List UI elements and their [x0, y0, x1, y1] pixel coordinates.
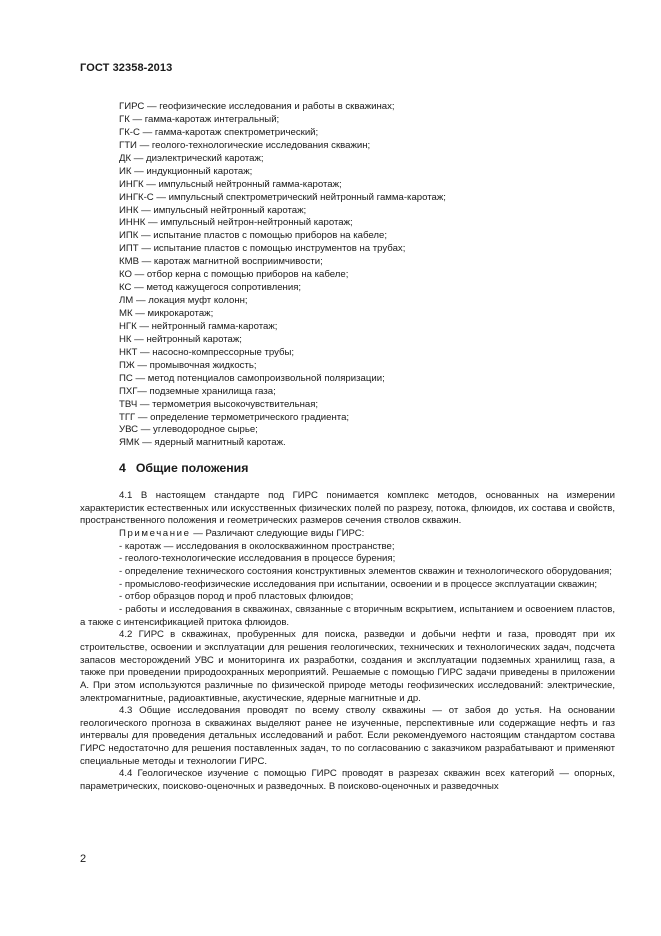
abbreviation-item: МК — микрокаротаж; [119, 308, 214, 319]
abbreviation-item: КС — метод кажущегося сопротивления; [119, 282, 302, 294]
abbreviation-item: ПЖ — промывочная жидкость; [119, 359, 257, 371]
note-item: - каротаж — исследования в околоскважинном пространстве; [119, 540, 395, 552]
abbreviation-item: ГТИ — геолого-технологические исследования скважин; [119, 139, 371, 151]
abbreviation-item: НКТ — насосно-компрессорные трубы; [119, 346, 295, 358]
abbreviation-item: ГК — гамма-каротаж интегральный; [119, 113, 280, 125]
abbreviation-item: НК — нейтронный каротаж; [119, 333, 242, 345]
page-number: 2 [80, 853, 87, 865]
document-header: ГОСТ 32358-2013 [80, 62, 173, 74]
paragraph-4-2: 4.2 ГИРС в скважинах, пробуренных для поиска, разведки и добычи нефти и газа, проводят при их строительстве, освоении и эксплуатации для решения геологических, технических и технологических задач, подсчета запасов месторождений УВС и мониторинга их разработки, создания и эксплуатации подземных хранилищ газа, а также при проведении природоохранных мероприятий. Решаемые с помощью ГИРС задачи приведены в приложении А. При этом используются различные по физической природе методы геофизических исследований: электрические, электромагнитные, радиоактивные, акустические, ядерные магнитные и др. [80, 629, 615, 704]
note-text: — Различают следующие виды ГИРС: [193, 527, 365, 539]
abbreviation-item: ПХГ— подземные хранилища газа; [119, 385, 276, 397]
note-item: - отбор образцов пород и проб пластовых флюидов; [119, 591, 354, 603]
abbreviation-item: ИНГК — импульсный нейтронный гамма-каротаж; [119, 178, 342, 190]
section-number: 4 [119, 461, 126, 475]
abbreviation-item: ГК-С — гамма-каротаж спектрометрический; [119, 126, 319, 138]
note-item: - работы и исследования в скважинах, связанные с вторичным вскрытием, испытанием и освоением пластов, а также с интенсификацией притока флюидов. [80, 603, 615, 628]
abbreviation-item: УВС — углеводородное сырье; [119, 424, 258, 436]
abbreviation-item: ТВЧ — термометрия высокочувствительная; [119, 398, 319, 410]
section-title: Общие положения [135, 461, 249, 475]
note-label: Примечание [119, 527, 191, 539]
abbreviation-item: ЛМ — локация муфт колонн; [119, 295, 248, 307]
abbreviation-list [119, 101, 446, 450]
abbreviation-item: ИНК — импульсный нейтронный каротаж; [119, 204, 307, 216]
abbreviation-item: КО — отбор керна с помощью приборов на кабеле; [119, 269, 349, 281]
abbreviation-item: ТГГ — определение термометрического градиента; [119, 411, 350, 423]
paragraph-4-3: 4.3 Общие исследования проводят по всему стволу скважины — от забоя до устья. На основании геологического прогноза в скважинах выделяют ранее не изученные, перспективные или содержащие нефть и газ интервалы для проведения детальных исследований и работ. Если рекомендуемого настоящим стандартом состава ГИРС недостаточно для решения поставленных задач, то по согласованию с заказчиком разрабатывают и применяют специальные методы и технологии ГИРС. [80, 705, 615, 767]
section-heading [119, 461, 248, 475]
note-item: - определение технического состояния конструктивных элементов скважин и технологического оборудования; [119, 565, 612, 577]
abbreviation-item: ГИРС — геофизические исследования и работы в скважинах; [119, 101, 395, 112]
paragraph-4-1: 4.1 В настоящем стандарте под ГИРС понимается комплекс методов, основанных на измерении характеристик естественных или искусственных физических полей по разрезу, потока, флюидов, их состава и свойств, пространственного положения и геометрических размеров сечения стволов скважин. [80, 490, 615, 527]
note-intro [80, 528, 615, 541]
note-item: - промыслово-геофизические исследования при испытании, освоении и в процессе эксплуатации скважин; [119, 578, 598, 590]
abbreviation-item: ИК — индукционный каротаж; [119, 165, 253, 177]
abbreviation-item: ИНГК-С — импульсный спектрометрический нейтронный гамма-каротаж; [119, 191, 446, 203]
abbreviation-item: ЯМК — ядерный магнитный каротаж. [119, 437, 286, 449]
section-body [80, 490, 615, 794]
abbreviation-item: ИПК — испытание пластов с помощью приборов на кабеле; [119, 230, 388, 242]
abbreviation-item: ПС — метод потенциалов самопроизвольной поляризации; [119, 372, 385, 384]
abbreviation-item: ИПТ — испытание пластов с помощью инструментов на трубах; [119, 243, 406, 255]
note-item: - геолого-технологические исследования в процессе бурения; [119, 553, 396, 565]
paragraph-4-4: 4.4 Геологическое изучение с помощью ГИРС проводят в разрезах скважин всех категорий — опорных, параметрических, поисково-оценочных и разведочных. В поисково-оценочных и разведочных [80, 768, 615, 793]
abbreviation-item: КМВ — каротаж магнитной восприимчивости; [119, 256, 323, 268]
abbreviation-item: ДК — диэлектрический каротаж; [119, 152, 264, 164]
abbreviation-item: ИННК — импульсный нейтрон-нейтронный каротаж; [119, 217, 353, 229]
abbreviation-item: НГК — нейтронный гамма-каротаж; [119, 320, 278, 332]
